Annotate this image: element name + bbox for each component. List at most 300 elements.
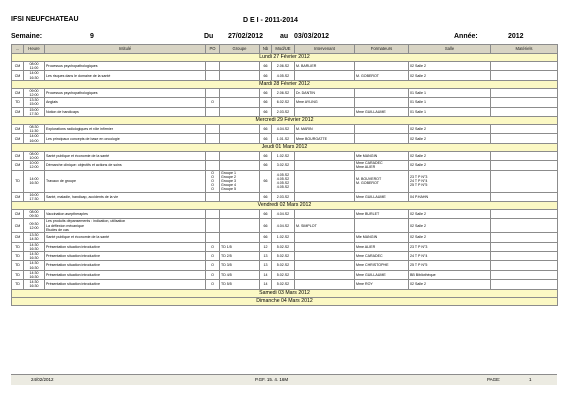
day-label: Samedi 03 Mars 2012 — [12, 289, 558, 297]
time-cell-line: 08:00 — [29, 210, 39, 215]
time-cell-line: 10:00 — [29, 156, 39, 161]
room-cell — [409, 161, 491, 170]
time-cell — [24, 233, 45, 242]
speaker-cell-line: M. BARLIER — [296, 64, 317, 69]
group-cell-line: Groupe 4 — [221, 183, 236, 188]
course-title-line: Santé publique et économie de la santé — [46, 235, 110, 240]
speaker-cell — [295, 125, 355, 134]
time-cell — [24, 134, 45, 143]
po-cell-line: O — [211, 263, 214, 268]
table-row — [12, 170, 558, 192]
module-cell-line: 1.02.S2 — [276, 235, 290, 240]
trainer-cell-line: Mme ALIER — [356, 165, 376, 170]
footer-page-label: PAGE: — [487, 377, 501, 382]
room-cell-line: 01 Salle 1 — [410, 100, 426, 105]
semaine-label: Semaine: — [11, 33, 43, 40]
po-cell — [206, 261, 220, 270]
trainer-cell — [355, 280, 409, 289]
room-cell — [409, 107, 491, 116]
module-cell — [272, 251, 295, 260]
trainer-cell-line: Mme BURLET — [356, 212, 380, 217]
col-header: Intitulé — [45, 45, 206, 54]
group-cell — [220, 88, 260, 97]
table-row — [12, 125, 558, 134]
materials-cell — [491, 270, 558, 279]
room-cell — [409, 134, 491, 143]
trainer-cell-line: Mle MANGIN — [356, 235, 378, 240]
day-label: Vendredi 02 Mars 2012 — [12, 202, 558, 210]
col-header: Groupe — [220, 45, 260, 54]
room-cell — [409, 192, 491, 201]
time-cell-line: 14:30 — [29, 280, 39, 285]
module-cell — [272, 219, 295, 233]
po-cell — [206, 151, 220, 160]
po-cell — [206, 170, 220, 192]
course-title — [45, 242, 206, 251]
time-cell-line: 14:00 — [29, 71, 39, 76]
group-cell-line: Groupe 5 — [221, 187, 236, 192]
po-cell-line: O — [211, 282, 214, 287]
module-cell-line: 4.05.S2 — [276, 176, 290, 181]
time-cell-line: 13:30 — [29, 98, 39, 103]
trainer-cell-line: Mme ALIER — [356, 244, 376, 249]
course-title — [45, 62, 206, 71]
trainer-cell — [355, 242, 409, 251]
trainer-cell — [355, 261, 409, 270]
module-cell-line: 3.02.S2 — [276, 163, 290, 168]
count-cell: 66 — [260, 125, 272, 134]
room-cell-line: 01 Salle 1 — [410, 109, 426, 114]
module-cell — [272, 125, 295, 134]
time-cell-line: 11:30 — [29, 129, 39, 134]
col-header: Salle — [409, 45, 491, 54]
session-type: TD — [12, 251, 24, 260]
time-cell — [24, 242, 45, 251]
room-cell-line: 24 T P N°4 — [410, 179, 428, 184]
group-cell — [220, 270, 260, 279]
room-cell-line: 02 Salle 2 — [410, 212, 426, 217]
group-cell-line: Groupe 3 — [221, 179, 236, 184]
room-cell-line: BB Bibliothèque — [410, 272, 436, 277]
group-cell — [220, 192, 260, 201]
session-type: CM — [12, 71, 24, 80]
room-cell — [409, 261, 491, 270]
count-cell: 13 — [260, 261, 272, 270]
group-cell — [220, 251, 260, 260]
time-cell — [24, 151, 45, 160]
trainer-cell — [355, 210, 409, 219]
po-cell-line: O — [211, 244, 214, 249]
room-cell-line: 02 Salle 2 — [410, 163, 426, 168]
time-cell-line: 12:00 — [29, 165, 39, 170]
time-cell-line: 09:30 — [29, 221, 39, 226]
time-cell-line: 14:30 — [29, 261, 39, 266]
speaker-cell-line: M. MARIN — [296, 127, 313, 132]
speaker-cell — [295, 161, 355, 170]
count-cell: 66 — [260, 219, 272, 233]
trainer-cell-line: Mme GUILLAUME — [356, 194, 386, 199]
module-cell — [272, 134, 295, 143]
day-header-row — [12, 80, 558, 88]
module-cell-line: 5.02.S2 — [276, 272, 290, 277]
room-cell-line: 23 T P N°3 — [410, 244, 428, 249]
module-cell — [272, 98, 295, 107]
module-cell — [272, 107, 295, 116]
count-cell: 66 — [260, 233, 272, 242]
room-cell-line: 23 T P N°3 — [410, 174, 428, 179]
time-cell-line: 09:00 — [29, 88, 39, 93]
materials-cell — [491, 161, 558, 170]
materials-cell — [491, 151, 558, 160]
po-cell-line: O — [211, 183, 214, 188]
module-cell-line: 4.05.S2 — [276, 185, 290, 190]
po-cell-line: O — [211, 100, 214, 105]
course-title-line: Présentation situation introductive — [46, 244, 100, 249]
time-cell-line: 14:30 — [29, 242, 39, 247]
course-title-line: Notion de handicaps — [46, 109, 79, 114]
materials-cell — [491, 134, 558, 143]
table-row — [12, 161, 558, 170]
po-cell — [206, 192, 220, 201]
po-cell — [206, 210, 220, 219]
session-type: CM — [12, 125, 24, 134]
materials-cell — [491, 219, 558, 233]
course-title-line: Anglais — [46, 100, 58, 105]
room-cell-line: 02 Salle 2 — [410, 64, 426, 69]
course-title — [45, 134, 206, 143]
course-title-line: Présentation situation introductive — [46, 263, 100, 268]
room-cell — [409, 125, 491, 134]
speaker-cell-line: Mme AYLING — [296, 100, 318, 105]
trainer-cell-line: Mme GUILLAUME — [356, 272, 386, 277]
trainer-cell-line: Mme CARADEC — [356, 161, 383, 166]
materials-cell — [491, 71, 558, 80]
time-cell-line: 14:30 — [29, 251, 39, 256]
module-cell-line: 5.02.S2 — [276, 282, 290, 287]
time-cell — [24, 192, 45, 201]
speaker-cell — [295, 210, 355, 219]
time-cell — [24, 219, 45, 233]
table-row — [12, 270, 558, 279]
table-row — [12, 88, 558, 97]
trainer-cell — [355, 219, 409, 233]
course-title — [45, 170, 206, 192]
speaker-cell — [295, 261, 355, 270]
trainer-cell — [355, 151, 409, 160]
materials-cell — [491, 88, 558, 97]
course-title — [45, 98, 206, 107]
time-cell-line: 15:00 — [29, 102, 39, 107]
speaker-cell — [295, 107, 355, 116]
speaker-cell-line: Dr. DANTIN — [296, 90, 315, 95]
group-cell — [220, 134, 260, 143]
school-name: IFSI NEUFCHATEAU — [11, 16, 79, 23]
table-row — [12, 210, 558, 219]
time-cell — [24, 170, 45, 192]
group-cell — [220, 107, 260, 116]
room-cell — [409, 210, 491, 219]
time-cell-line: 12:00 — [29, 93, 39, 98]
group-cell — [220, 242, 260, 251]
count-cell: 66 — [260, 210, 272, 219]
group-cell — [220, 125, 260, 134]
trainer-cell — [355, 125, 409, 134]
module-cell-line: 2.06.S2 — [276, 64, 290, 69]
room-cell-line: 02 Salle 2 — [410, 73, 426, 78]
day-label: Mercredi 29 Février 2012 — [12, 117, 558, 125]
time-cell-line: 14:30 — [29, 270, 39, 275]
trainer-cell-line: Mme GUILLAUME — [356, 109, 386, 114]
session-type: TD — [12, 270, 24, 279]
course-title-line: Démarche clinique: objectifs et actions de soins — [46, 163, 122, 168]
po-cell — [206, 233, 220, 242]
room-cell — [409, 62, 491, 71]
module-cell-line: 4.04.S2 — [276, 212, 290, 217]
po-cell — [206, 125, 220, 134]
course-title-line: Présentation situation introductive — [46, 272, 100, 277]
annee-value: 2012 — [508, 33, 524, 40]
table-row — [12, 134, 558, 143]
time-cell-line: 16:30 — [29, 75, 39, 80]
day-label: Jeudi 01 Mars 2012 — [12, 143, 558, 151]
col-header: Mod/UE — [272, 45, 295, 54]
du-label: Du — [204, 33, 214, 40]
table-row — [12, 261, 558, 270]
trainer-cell — [355, 192, 409, 201]
module-cell — [272, 261, 295, 270]
course-title-line: Santé publique et économie de la santé — [46, 153, 110, 158]
group-cell — [220, 161, 260, 170]
trainer-cell — [355, 88, 409, 97]
time-cell-line: 16:00 — [29, 192, 39, 197]
time-cell-line: 11:00 — [29, 66, 39, 71]
course-title — [45, 210, 206, 219]
session-type: TD — [12, 98, 24, 107]
module-cell — [272, 270, 295, 279]
schedule-table — [11, 44, 558, 306]
room-cell — [409, 242, 491, 251]
col-header: Nb — [260, 45, 272, 54]
trainer-cell-line: Mme ROY — [356, 282, 373, 287]
day-header-row — [12, 289, 558, 297]
session-type: TD — [12, 170, 24, 192]
materials-cell — [491, 170, 558, 192]
col-header: PO — [206, 45, 220, 54]
count-cell: 13 — [260, 251, 272, 260]
room-cell-line: 04 P.HAHN — [410, 194, 429, 199]
module-cell-line: 1.02.S2 — [276, 153, 290, 158]
materials-cell — [491, 62, 558, 71]
time-cell-line: 16:00 — [29, 138, 39, 143]
course-title — [45, 219, 206, 233]
room-cell-line: 01 Salle 1 — [410, 90, 426, 95]
group-cell — [220, 151, 260, 160]
trainer-cell — [355, 161, 409, 170]
module-cell — [272, 170, 295, 192]
course-title-line: Explorations radiologiques et rôle infirmier — [46, 127, 113, 132]
speaker-cell — [295, 170, 355, 192]
count-cell: 66 — [260, 170, 272, 192]
module-cell — [272, 242, 295, 251]
session-type: CM — [12, 151, 24, 160]
po-cell — [206, 219, 220, 233]
time-cell-line: 08:00 — [29, 151, 39, 156]
course-title — [45, 280, 206, 289]
time-cell-line: 10:00 — [29, 161, 39, 166]
room-cell — [409, 98, 491, 107]
room-cell — [409, 71, 491, 80]
po-cell — [206, 161, 220, 170]
speaker-cell — [295, 151, 355, 160]
speaker-cell-line: Mme BOURGATTE — [296, 136, 328, 141]
time-cell-line: 16:30 — [29, 246, 39, 251]
group-cell — [220, 233, 260, 242]
course-title — [45, 151, 206, 160]
footer-code: P.GF. 15. 4. 16M — [255, 377, 289, 382]
po-cell — [206, 107, 220, 116]
day-label: Dimanche 04 Mars 2012 — [12, 297, 558, 305]
materials-cell — [491, 98, 558, 107]
module-cell — [272, 71, 295, 80]
module-cell — [272, 280, 295, 289]
course-title — [45, 71, 206, 80]
session-type: CM — [12, 134, 24, 143]
room-cell-line: 02 Salle 2 — [410, 127, 426, 132]
count-cell: 66 — [260, 134, 272, 143]
group-cell — [220, 280, 260, 289]
group-cell-line: TD 1/5 — [221, 244, 232, 249]
session-type: CM — [12, 161, 24, 170]
po-cell-line: O — [211, 254, 214, 258]
course-title-line: Travaux de groupe — [46, 179, 77, 184]
trainer-cell — [355, 170, 409, 192]
count-cell: 66 — [260, 192, 272, 201]
session-type: TD — [12, 242, 24, 251]
session-type: CM — [12, 62, 24, 71]
count-cell: 66 — [260, 107, 272, 116]
speaker-cell — [295, 270, 355, 279]
table-row — [12, 71, 558, 80]
table-row — [12, 219, 558, 233]
time-cell-line: 16:30 — [29, 181, 39, 186]
materials-cell — [491, 125, 558, 134]
group-cell-line: TD 5/5 — [221, 282, 232, 287]
col-header: Matériels — [491, 45, 558, 54]
count-cell: 66 — [260, 62, 272, 71]
speaker-cell-line: M. SIMPLOT — [296, 223, 317, 228]
time-cell — [24, 161, 45, 170]
trainer-cell — [355, 98, 409, 107]
speaker-cell — [295, 62, 355, 71]
annee-label: Année: — [454, 33, 478, 40]
page-footer — [11, 374, 557, 385]
trainer-cell — [355, 71, 409, 80]
group-cell — [220, 261, 260, 270]
room-cell-line: 25 T P N°5 — [410, 263, 428, 268]
col-header: ... — [12, 45, 24, 54]
group-cell — [220, 170, 260, 192]
table-row — [12, 192, 558, 201]
course-title-line: Présentation situation introductive — [46, 282, 100, 287]
module-cell-line: 5.02.S2 — [276, 254, 290, 258]
count-cell: 12 — [260, 242, 272, 251]
room-cell-line: 02 Salle 2 — [410, 223, 426, 228]
speaker-cell — [295, 242, 355, 251]
time-cell-line: 16:30 — [29, 265, 39, 270]
materials-cell — [491, 192, 558, 201]
module-cell-line: 4.05.S2 — [276, 172, 290, 177]
time-cell — [24, 125, 45, 134]
course-title — [45, 261, 206, 270]
course-title-line: Les produits dépansements : indication, utilisation — [46, 219, 126, 224]
session-type: CM — [12, 88, 24, 97]
time-cell — [24, 210, 45, 219]
po-cell — [206, 88, 220, 97]
po-cell — [206, 98, 220, 107]
group-cell — [220, 62, 260, 71]
trainer-cell — [355, 251, 409, 260]
count-cell: 14 — [260, 270, 272, 279]
time-cell-line: 08:30 — [29, 125, 39, 130]
time-cell — [24, 71, 45, 80]
room-cell-line: 02 Salle 2 — [410, 235, 426, 240]
table-row — [12, 151, 558, 160]
trainer-cell-line: M. BOUVEROT — [356, 176, 382, 181]
day-header-row — [12, 297, 558, 305]
module-cell-line: 5.02.S2 — [276, 263, 290, 268]
course-title-line: Présentation situation introductive — [46, 254, 100, 258]
table-row — [12, 98, 558, 107]
course-title-line: Vaccination aseptheraples — [46, 212, 88, 217]
po-cell-line: O — [211, 170, 214, 175]
group-cell-line: Groupe 2 — [221, 174, 236, 179]
course-title-line: Etudes de cas — [46, 227, 69, 232]
group-cell — [220, 71, 260, 80]
session-type: CM — [12, 210, 24, 219]
time-cell-line: 14:30 — [29, 237, 39, 242]
time-cell-line: 17:30 — [29, 196, 39, 201]
table-row — [12, 233, 558, 242]
room-cell-line: 02 Salle 2 — [410, 282, 426, 287]
trainer-cell-line: Mle MANGIN — [356, 153, 378, 158]
session-type: CM — [12, 219, 24, 233]
materials-cell — [491, 210, 558, 219]
module-cell-line: 2.03.S2 — [276, 194, 290, 199]
module-cell — [272, 192, 295, 201]
group-cell-line: TD 2/5 — [221, 254, 232, 258]
table-row — [12, 62, 558, 71]
materials-cell — [491, 251, 558, 260]
speaker-cell — [295, 219, 355, 233]
course-title — [45, 161, 206, 170]
time-cell-line: 14:00 — [29, 134, 39, 139]
course-title — [45, 107, 206, 116]
module-cell — [272, 88, 295, 97]
time-cell — [24, 280, 45, 289]
time-cell — [24, 261, 45, 270]
time-cell-line: 09:30 — [29, 214, 39, 219]
module-cell-line: 2.06.S2 — [276, 90, 290, 95]
trainer-cell-line: M. GOBEROT — [356, 73, 379, 78]
room-cell — [409, 280, 491, 289]
speaker-cell — [295, 280, 355, 289]
day-header-row — [12, 54, 558, 62]
course-title-line: Les risques dans le domaine de la santé — [46, 73, 111, 78]
module-cell-line: 4.04.S2 — [276, 223, 290, 228]
module-cell — [272, 210, 295, 219]
module-cell — [272, 161, 295, 170]
speaker-cell — [295, 192, 355, 201]
